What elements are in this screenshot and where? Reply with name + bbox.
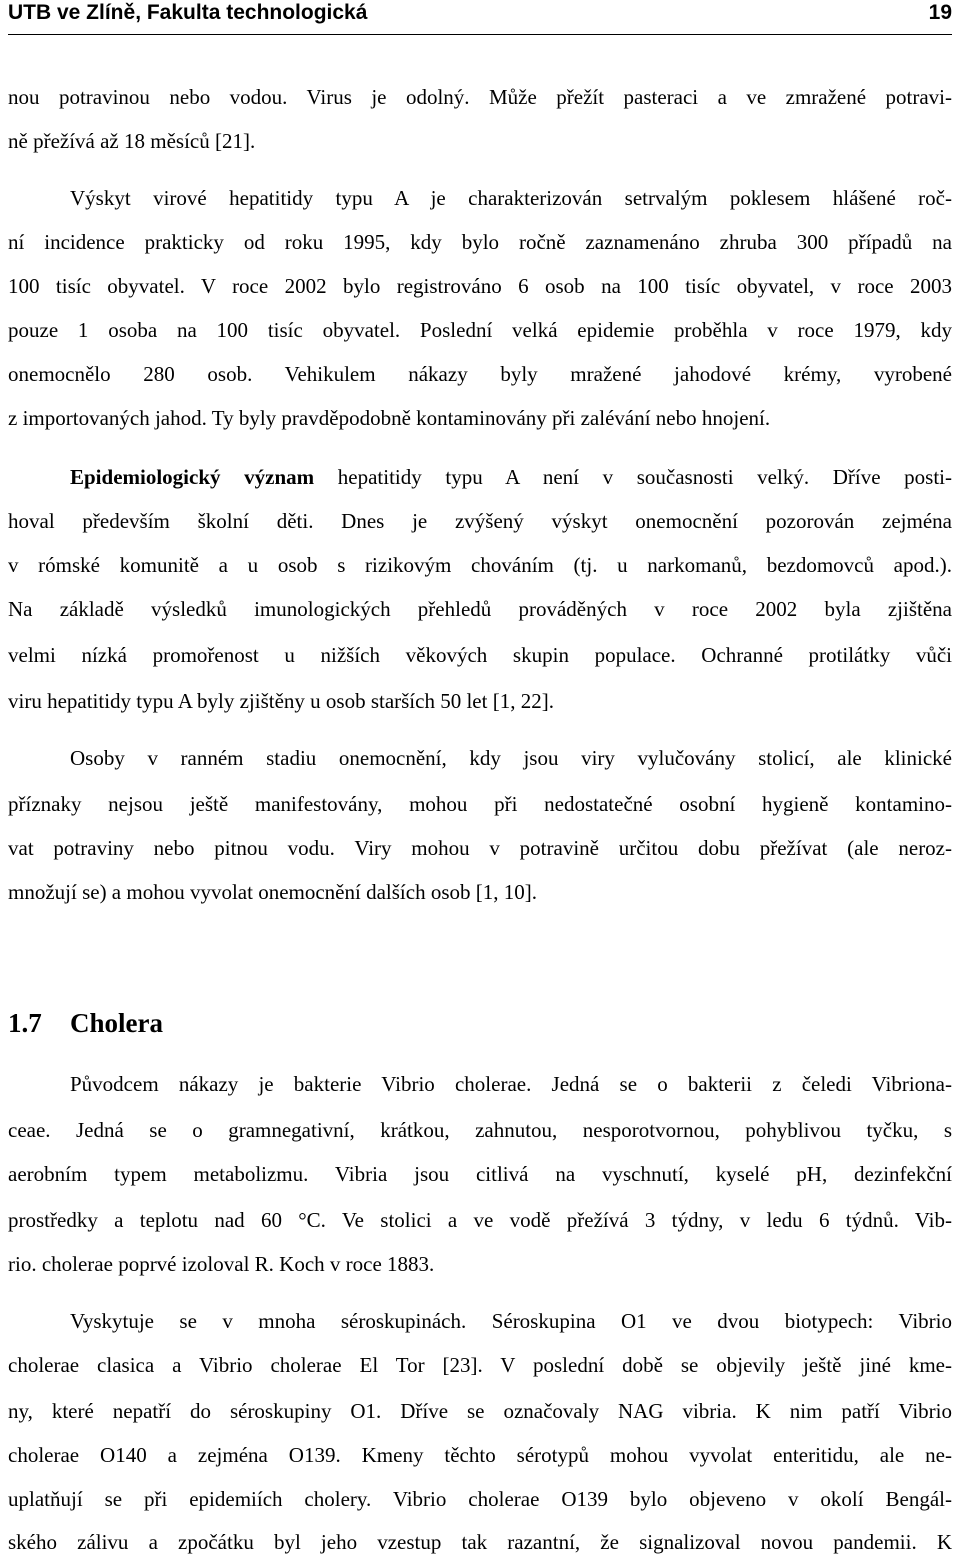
paragraph-line: 100 tisíc obyvatel. V roce 2002 bylo registrováno 6 osob na 100 tisíc obyvatel, v roce 2003 <box>8 274 952 298</box>
section-number: 1.7 <box>8 1008 42 1038</box>
section-title: Cholera <box>70 1008 163 1038</box>
paragraph-line: množují se) a mohou vyvolat onemocnění dalších osob [1, 10]. <box>8 880 537 904</box>
paragraph-line: cholerae O140 a zejména O139. Kmeny těchto sérotypů mohou vyvolat enteritidu, ale ne- <box>8 1443 952 1467</box>
page-header <box>8 0 952 35</box>
paragraph-line: prostředky a teplotu nad 60 °C. Ve stolici a ve vodě přežívá 3 týdny, v ledu 6 týdnů. Vib- <box>8 1208 952 1232</box>
paragraph-first-line <box>70 462 952 492</box>
paragraph-line: onemocnělo 280 osob. Vehikulem nákazy byly mražené jahodové krémy, vyrobené <box>8 362 952 386</box>
paragraph-line: viru hepatitidy typu A byly zjištěny u osob starších 50 let [1, 22]. <box>8 689 554 713</box>
paragraph-line: Osoby v ranném stadiu onemocnění, kdy jsou viry vylučovány stolicí, ale klinické <box>70 746 952 770</box>
paragraph-line: v rómské komunitě a u osob s rizikovým chováním (tj. u narkomanů, bezdomovců apod.). <box>8 553 952 577</box>
paragraph-line: ní incidence prakticky od roku 1995, kdy bylo ročně zaznamenáno zhruba 300 případů na <box>8 230 952 254</box>
paragraph-line: Na základě výsledků imunologických přehledů prováděných v roce 2002 byla zjištěna <box>8 597 952 621</box>
paragraph-line: ně přežívá až 18 měsíců [21]. <box>8 129 256 153</box>
paragraph-line: nou potravinou nebo vodou. Virus je odolný. Může přežít pasteraci a ve zmražené potravi- <box>8 85 952 109</box>
paragraph-line: cholerae clasica a Vibrio cholerae El Tor [23]. V poslední době se objevily ještě jiné kme- <box>8 1353 952 1377</box>
paragraph-line: příznaky nejsou ještě manifestovány, mohou při nedostatečné osobní hygieně kontamino- <box>8 792 952 816</box>
page-number: 19 <box>928 1 952 24</box>
paragraph-line: z importovaných jahod. Ty byly pravděpodobně kontaminovány při zalévání nebo hnojení. <box>8 406 771 430</box>
paragraph-line: hoval především školní děti. Dnes je zvýšený výskyt onemocnění pozorován zejména <box>8 509 952 533</box>
paragraph-line: Původcem nákazy je bakterie Vibrio cholerae. Jedná se o bakterii z čeledi Vibriona- <box>70 1072 952 1096</box>
paragraph-line: uplatňují se při epidemiích cholery. Vibrio cholerae O139 bylo objeveno v okolí Bengál- <box>8 1487 952 1511</box>
paragraph-line: rio. cholerae poprvé izoloval R. Koch v roce 1883. <box>8 1252 435 1276</box>
bold-term: Epidemiologický význam <box>70 465 315 489</box>
paragraph-line: ského zálivu a zpočátku byl jeho vzestup tak razantní, že signalizoval novou pandemii. K <box>8 1530 952 1554</box>
section-heading <box>8 1006 163 1040</box>
paragraph-line: vat potraviny nebo pitnou vodu. Viry mohou v potravině určitou dobu přežívat (ale neroz- <box>8 836 952 860</box>
paragraph-line: Výskyt virové hepatitidy typu A je charakterizován setrvalým poklesem hlášené roč- <box>70 186 952 210</box>
header-title: UTB ve Zlíně, Fakulta technologická <box>8 1 368 24</box>
paragraph-line: ny, které nepatří do séroskupiny O1. Dříve se označovaly NAG vibria. K nim patří Vibrio <box>8 1399 952 1423</box>
paragraph-line-rest: hepatitidy typu A není v současnosti velký. Dříve posti- <box>314 465 952 489</box>
paragraph-line: pouze 1 osoba na 100 tisíc obyvatel. Poslední velká epidemie proběhla v roce 1979, kdy <box>8 318 952 342</box>
paragraph-line: velmi nízká promořenost u nižších věkových skupin populace. Ochranné protilátky vůči <box>8 643 952 667</box>
paragraph-line: aerobním typem metabolizmu. Vibria jsou citlivá na vyschnutí, kyselé pH, dezinfekční <box>8 1162 952 1186</box>
paragraph-line: Vyskytuje se v mnoha séroskupinách. Séroskupina O1 ve dvou biotypech: Vibrio <box>70 1309 952 1333</box>
paragraph-line: ceae. Jedná se o gramnegativní, krátkou, zahnutou, nesporotvornou, pohyblivou tyčku, s <box>8 1118 952 1142</box>
